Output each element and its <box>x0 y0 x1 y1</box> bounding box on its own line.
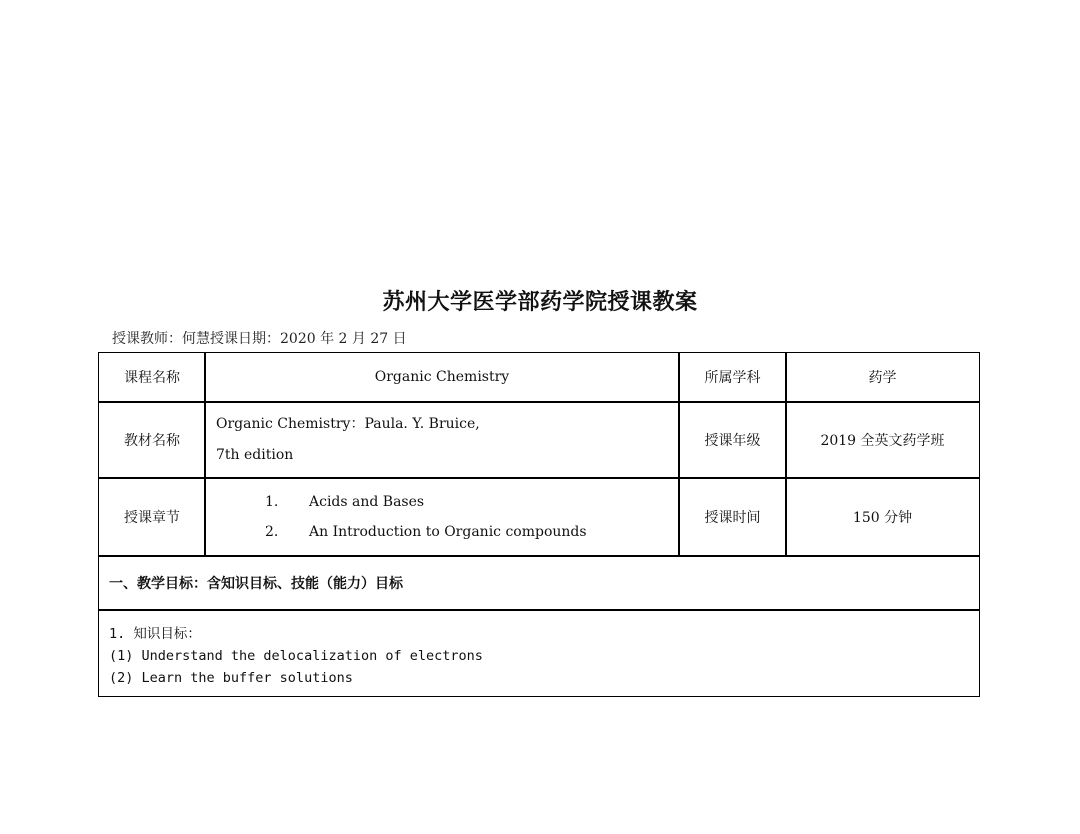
document-title: 苏州大学医学部药学院授课教案 <box>382 289 698 315</box>
textbook-value <box>205 402 679 478</box>
textbook-line-2: 7th edition <box>216 447 294 463</box>
time-value: 150 分钟 <box>852 510 913 526</box>
chapter-title: Acids and Bases <box>309 494 425 510</box>
label-discipline: 所属学科 <box>704 370 761 386</box>
objectives-content <box>109 623 969 689</box>
course-name-value: Organic Chemistry <box>374 369 510 385</box>
chapter-number: 1. <box>265 494 279 510</box>
objectives-heading: 一、教学目标：含知识目标、技能（能力）目标 <box>109 576 403 592</box>
objective-line: (2) Learn the buffer solutions <box>109 670 353 686</box>
chapter-item <box>205 487 587 517</box>
objective-line: (1) Understand the delocalization of electrons <box>109 648 483 664</box>
chapters-list <box>205 478 679 556</box>
label-course-name: 课程名称 <box>124 370 180 386</box>
label-chapters: 授课章节 <box>124 510 180 526</box>
chapter-item <box>205 517 587 547</box>
label-textbook: 教材名称 <box>124 433 180 449</box>
chapter-number: 2. <box>265 524 279 540</box>
chapter-title: An Introduction to Organic compounds <box>309 524 587 540</box>
lesson-plan-table <box>98 352 980 697</box>
grade-value: 2019 全英文药学班 <box>820 433 945 449</box>
discipline-value: 药学 <box>868 370 897 386</box>
label-grade: 授课年级 <box>704 433 761 449</box>
objective-line: 1. 知识目标： <box>109 626 201 642</box>
teacher-date-line: 授课教师：何慧授课日期：2020 年 2 月 27 日 <box>112 331 407 347</box>
label-time: 授课时间 <box>704 510 761 526</box>
textbook-line-1: Organic Chemistry：Paula. Y. Bruice, <box>216 416 480 432</box>
